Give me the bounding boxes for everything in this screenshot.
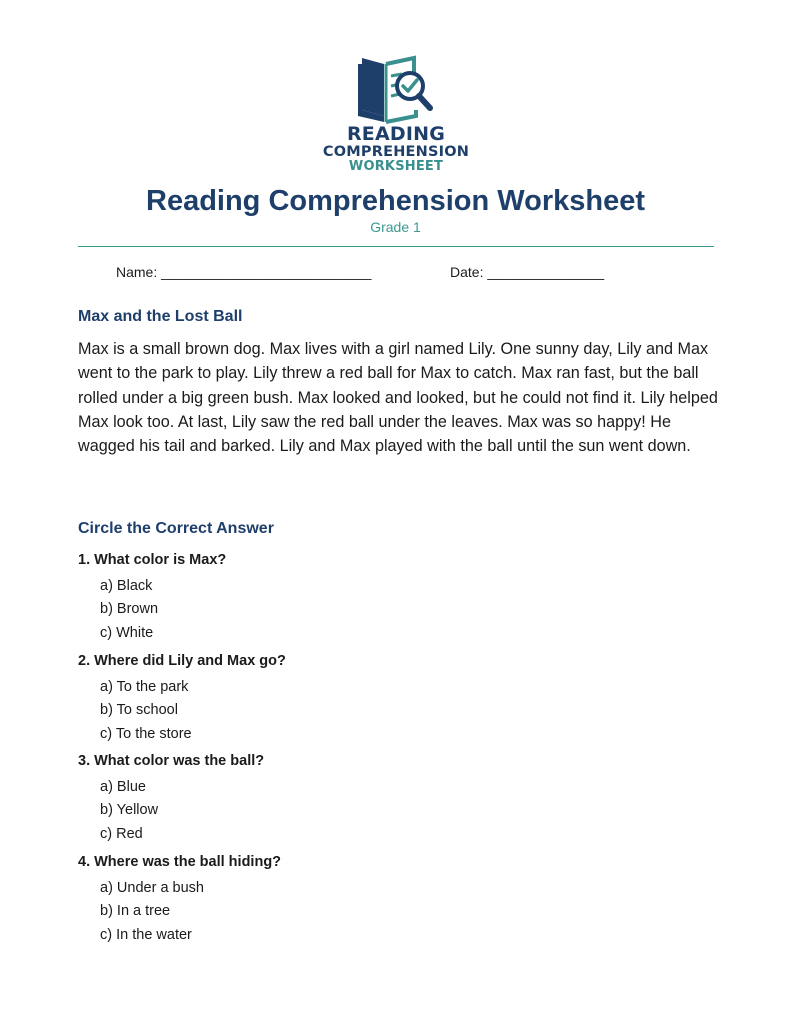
logo-text-reading: READING xyxy=(346,123,446,145)
answer-option[interactable]: b) In a tree xyxy=(100,903,171,920)
question-2 xyxy=(78,652,698,748)
answer-option[interactable]: a) Under a bush xyxy=(100,880,204,896)
question-text: 1. What color is Max? xyxy=(78,552,227,568)
answer-option[interactable]: a) To the park xyxy=(100,679,189,695)
question-4 xyxy=(78,853,698,949)
logo-text-worksheet: WORKSHEET xyxy=(348,159,444,174)
worksheet-logo xyxy=(316,54,476,178)
story-text: Max is a small brown dog. Max lives with a girl named Lily. One sunny day, Lily and Max went to the park to play. Lily threw a red ball for Max to catch. Max ran fast, but the ball rolled under a big green bush. Max looked and looked, but he could not find it. Lily helped Max look too. At last, Lily saw the red ball under the leaves. Max was so happy! He wagged his tail and barked. Lily and Max played with the ball until the sun went down. xyxy=(78,340,718,456)
question-text: 3. What color was the ball? xyxy=(78,753,265,769)
answer-option[interactable]: c) White xyxy=(100,624,154,641)
question-1 xyxy=(78,551,698,647)
logo-text-comprehension: COMPREHENSION xyxy=(322,144,470,160)
name-field[interactable]: Name: ___________________________ xyxy=(116,264,372,280)
book-magnifier-check-icon xyxy=(356,54,438,124)
header-divider xyxy=(78,246,714,247)
grade-label: Grade 1 xyxy=(370,219,421,235)
date-field[interactable]: Date: _______________ xyxy=(450,264,605,280)
answer-option[interactable]: c) Red xyxy=(100,825,143,842)
answer-option[interactable]: b) To school xyxy=(100,702,178,719)
answer-option[interactable]: a) Blue xyxy=(100,779,146,795)
story-title: Max and the Lost Ball xyxy=(78,308,243,325)
quiz-section-title: Circle the Correct Answer xyxy=(78,520,274,537)
answer-option[interactable]: c) In the water xyxy=(100,926,192,943)
question-3 xyxy=(78,752,698,848)
question-text: 2. Where did Lily and Max go? xyxy=(78,653,286,669)
answer-option[interactable]: a) Black xyxy=(100,578,153,594)
answer-option[interactable]: c) To the store xyxy=(100,725,192,742)
answer-option[interactable]: b) Brown xyxy=(100,601,159,618)
question-text: 4. Where was the ball hiding? xyxy=(78,854,282,870)
answer-option[interactable]: b) Yellow xyxy=(100,802,159,819)
page-title: Reading Comprehension Worksheet xyxy=(146,185,645,217)
